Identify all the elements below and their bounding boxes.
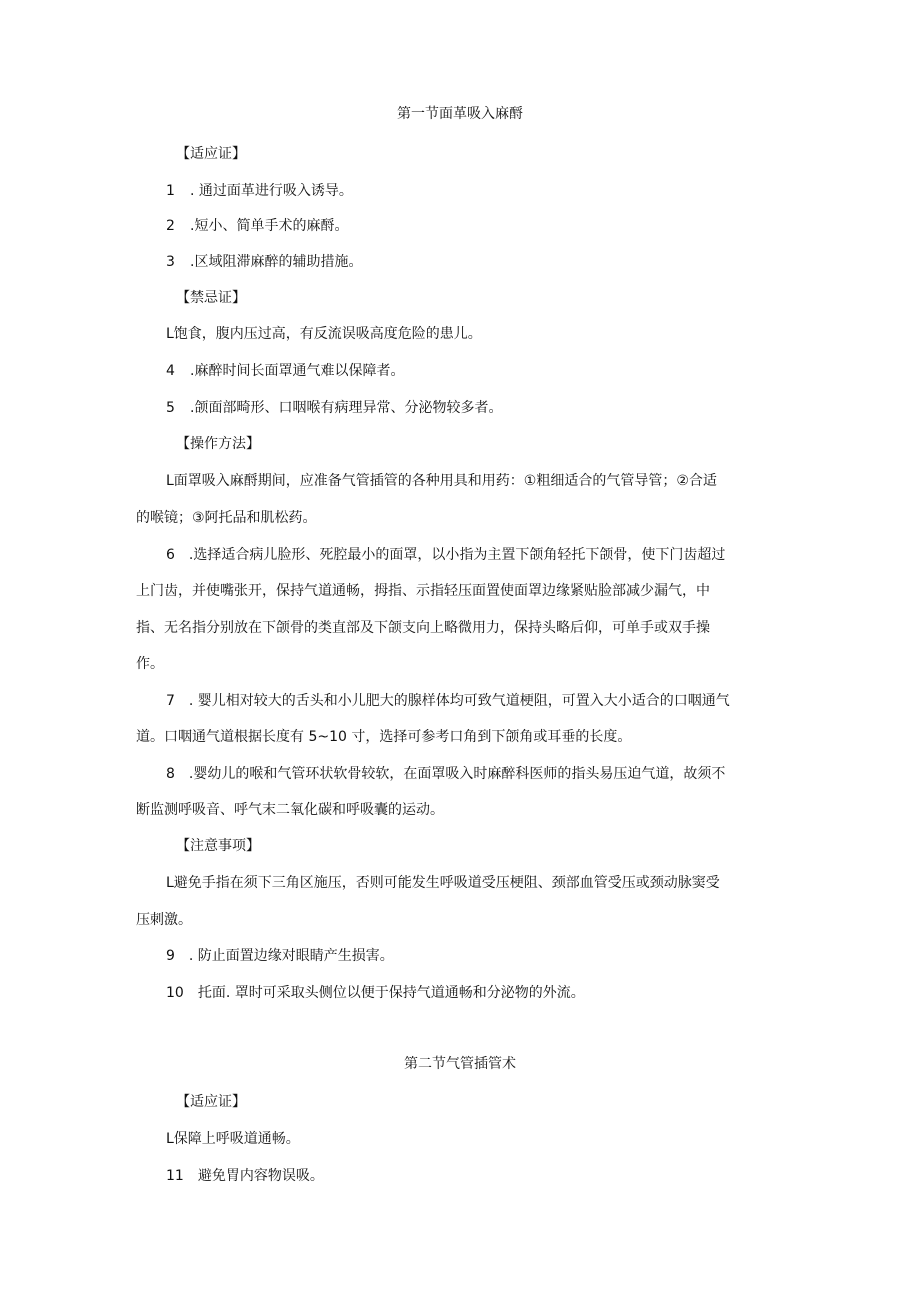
indication-item-2: 2 .短小、简单手术的麻酹。 <box>166 218 349 234</box>
method-p8-line2: 断监测呼吸音、呼气末二氧化碳和呼吸囊的运动。 <box>136 802 444 818</box>
indication-item-3: 3 .区域阻滞麻醉的辅助措施。 <box>166 254 363 270</box>
method-p6-line4: 作。 <box>136 656 164 672</box>
method-p6-line2: 上门齿，并使嘴张开，保持气道通畅，拇指、示指轻压面置使面罩边缘紧贴脸部减少漏气，中 <box>136 583 710 599</box>
method-p1-line1: L面罩吸入麻酹期间，应准备气管插管的各种用具和用药：①粗细适合的气管导管；②合适 <box>166 473 717 489</box>
method-p1-line2: 的喉镜；③阿托品和肌松药。 <box>136 510 317 526</box>
method-p6-line3: 指、无名指分别放在下颌骨的类直部及下颌支向上略微用力，保持头略后仰，可单手或双手操 <box>136 620 710 636</box>
notes-heading: 【注意事项】 <box>176 838 260 854</box>
note-item-9: 9 . 防止面置边缘对眼睛产生损害。 <box>166 948 394 964</box>
method-p7-line1: 7 . 婴儿相对较大的舌头和小儿肥大的腺样体均可致气道梗阻，可置入大小适合的口咽通气 <box>166 693 730 709</box>
methods-heading: 【操作方法】 <box>176 436 260 452</box>
contraindication-item-4: 4 .麻醉时间长面罩通气难以保障者。 <box>166 363 405 379</box>
section2-indication-item-l: L保障上呼吸道通畅。 <box>166 1131 300 1147</box>
method-p6-line1: 6 .选择适合病儿脸形、死腔最小的面罩，以小指为主置下颌角轻托下颌骨，使下门齿超过 <box>166 547 726 563</box>
section2-indication-item-11: 11 避免胃内容物误吸。 <box>166 1168 324 1184</box>
contraindications-heading: 【禁忌证】 <box>176 290 246 306</box>
section1-title: 第一节面革吸入麻酹 <box>397 106 523 122</box>
indications-heading: 【适应证】 <box>176 146 246 162</box>
note-item-10: 10 托面. 罩时可采取头侧位以便于保持气道通畅和分泌物的外流。 <box>166 985 585 1001</box>
note-pl-line2: 压刺激。 <box>136 912 192 928</box>
section2-indications-heading: 【适应证】 <box>176 1094 246 1110</box>
contraindication-item-l: L饱食，腹内压过高，有反流误吸高度危险的患儿。 <box>166 326 482 342</box>
contraindication-item-5: 5 .颌面部畸形、口咽喉有病理异常、分泌物较多者。 <box>166 400 503 416</box>
section2-title: 第二节气管插管术 <box>404 1056 516 1072</box>
method-p7-line2: 道。口咽通气道根据长度有 5~10 寸，选择可参考口角到下颌角或耳垂的长度。 <box>136 729 632 745</box>
method-p8-line1: 8 .婴幼儿的喉和气管环状软骨较软，在面罩吸入时麻醉科医师的指头易压迫气道，故须不 <box>166 766 726 782</box>
note-pl-line1: L避免手指在须下三角区施压，否则可能发生呼吸道受压梗阻、颈部血管受压或颈动脉窦受 <box>166 875 720 891</box>
indication-item-1: 1 . 通过面革进行吸入诱导。 <box>166 183 353 199</box>
